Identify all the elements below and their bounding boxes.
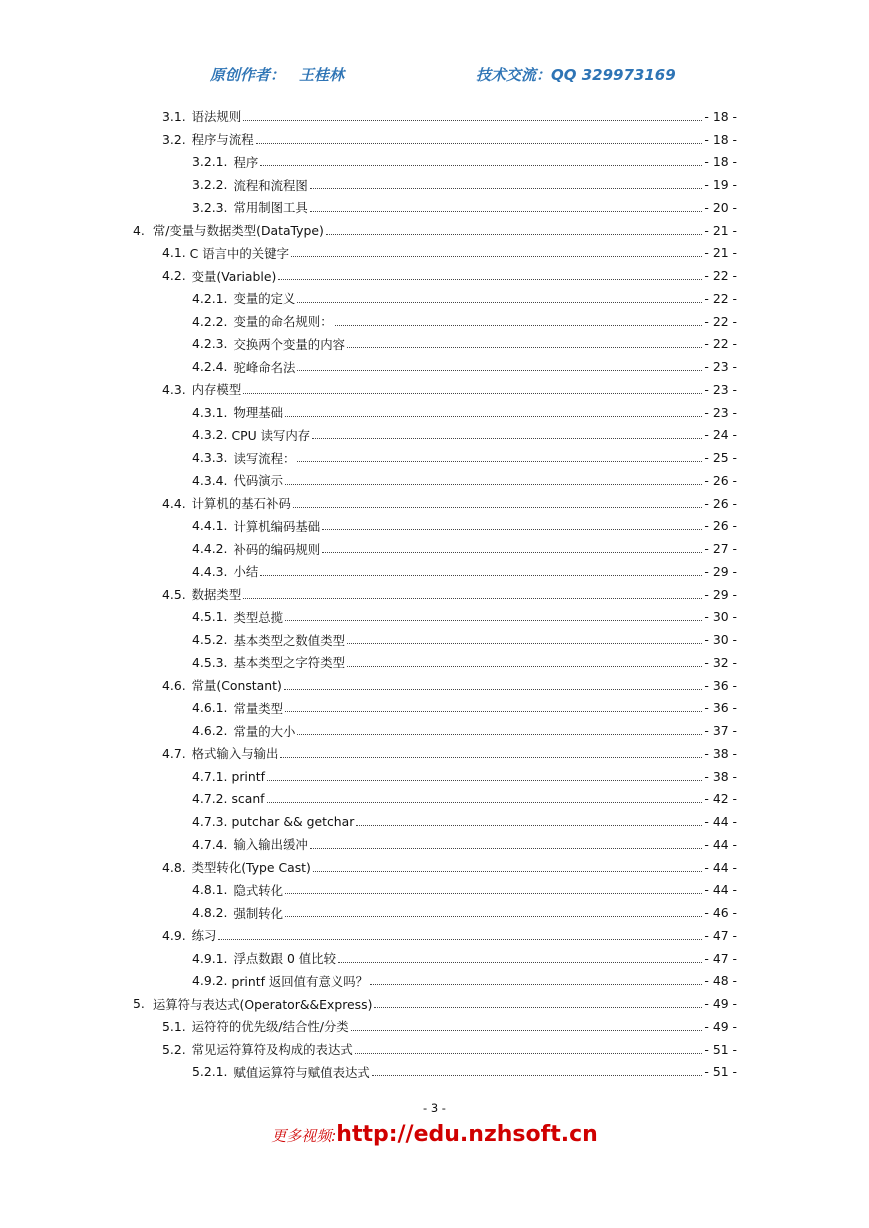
toc-dot-leader <box>356 825 702 826</box>
toc-entry-title: printf 返回值有意义吗？ <box>231 973 369 989</box>
toc-entry-title: 小结 <box>233 564 259 580</box>
toc-entry-number: 4.2.2. <box>192 313 228 329</box>
toc-entry[interactable] <box>192 719 737 742</box>
toc-entry[interactable] <box>192 537 737 560</box>
toc-entry-page: - 49 - <box>704 996 737 1012</box>
toc-dot-leader <box>372 1075 703 1076</box>
toc-entry-title: 读写流程： <box>233 450 296 466</box>
toc-entry-page: - 38 - <box>704 768 737 784</box>
toc-entry-page: - 29 - <box>704 586 737 602</box>
toc-entry-title: 变量的定义 <box>233 291 296 307</box>
toc-entry-title: scanf <box>231 791 265 807</box>
page-header <box>0 64 869 88</box>
toc-entry-number: 4.7.1. <box>192 768 228 784</box>
toc-entry-title: 类型转化(Type Cast) <box>191 860 311 876</box>
toc-entry-title: 交换两个变量的内容 <box>233 336 345 352</box>
author-label: 原创作者： <box>210 66 286 84</box>
toc-entry-title: putchar && getchar <box>231 814 355 830</box>
toc-entry-number: 4.8.2. <box>192 905 228 921</box>
toc-entry-title: 常量(Constant) <box>191 678 282 694</box>
toc-dot-leader <box>284 689 703 690</box>
toc-entry-number: 4.2.1. <box>192 290 228 306</box>
toc-entry-page: - 46 - <box>704 905 737 921</box>
toc-dot-leader <box>285 416 702 417</box>
toc-entry-page: - 27 - <box>704 541 737 557</box>
toc-entry-number: 4.2.4. <box>192 359 228 375</box>
toc-entry-page: - 23 - <box>704 359 737 375</box>
toc-entry[interactable] <box>192 879 737 902</box>
toc-entry-number: 3.2.1. <box>192 154 228 170</box>
toc-entry-page: - 25 - <box>704 450 737 466</box>
toc-entry[interactable] <box>162 242 737 265</box>
toc-dot-leader <box>347 643 702 644</box>
toc-entry-title: 类型总揽 <box>233 609 284 625</box>
toc-entry[interactable] <box>192 333 737 356</box>
page-number: - 3 - <box>423 1101 446 1115</box>
toc-dot-leader <box>285 893 702 894</box>
toc-entry-title: 隐式转化 <box>233 882 284 898</box>
toc-entry[interactable] <box>192 970 737 993</box>
toc-entry[interactable] <box>192 628 737 651</box>
toc-entry[interactable] <box>162 583 737 606</box>
toc-entry[interactable] <box>162 856 737 879</box>
toc-entry-page: - 44 - <box>704 882 737 898</box>
toc-dot-leader <box>260 165 702 166</box>
toc-entry-number: 4.8. <box>162 859 186 875</box>
toc-entry-page: - 19 - <box>704 177 737 193</box>
toc-entry-number: 4.7.2. <box>192 791 228 807</box>
toc-entry-title: 常见运符算符及构成的表达式 <box>191 1042 353 1058</box>
toc-entry-page: - 22 - <box>704 268 737 284</box>
toc-entry-number: 4.3. <box>162 381 186 397</box>
toc-entry-page: - 29 - <box>704 563 737 579</box>
toc-entry-title: 驼峰命名法 <box>233 359 296 375</box>
toc-entry-number: 4.6.1. <box>192 700 228 716</box>
toc-entry-title: 内存模型 <box>191 382 242 398</box>
toc-entry-page: - 47 - <box>704 950 737 966</box>
toc-dot-leader <box>243 598 702 599</box>
toc-entry[interactable] <box>192 651 737 674</box>
toc-entry-page: - 26 - <box>704 518 737 534</box>
toc-entry-title: 常量类型 <box>233 700 284 716</box>
toc-entry[interactable] <box>192 1061 737 1084</box>
toc-dot-leader <box>285 711 702 712</box>
toc-dot-leader <box>267 780 702 781</box>
toc-dot-leader <box>338 962 702 963</box>
toc-entry-title: 常用制图工具 <box>233 200 308 216</box>
toc-entry[interactable] <box>133 219 737 242</box>
toc-entry-number: 4.6.2. <box>192 723 228 739</box>
toc-entry-number: 3.2.2. <box>192 177 228 193</box>
toc-entry[interactable] <box>162 378 737 401</box>
toc-entry-number: 4.1. <box>162 245 186 261</box>
toc-entry-title: printf <box>231 768 265 784</box>
toc-entry-page: - 23 - <box>704 381 737 397</box>
toc-entry-page: - 21 - <box>704 245 737 261</box>
toc-entry-title: 格式输入与输出 <box>191 746 279 762</box>
toc-entry[interactable] <box>192 196 737 219</box>
toc-entry-title: 计算机编码基础 <box>233 518 321 534</box>
toc-entry-title: 变量(Variable) <box>191 268 277 284</box>
toc-dot-leader <box>297 461 702 462</box>
toc-entry-title: 赋值运算符与赋值表达式 <box>233 1064 370 1080</box>
toc-dot-leader <box>260 575 702 576</box>
toc-entry-title: 基本类型之数值类型 <box>233 632 345 648</box>
toc-dot-leader <box>243 120 702 121</box>
toc-entry[interactable] <box>192 173 737 196</box>
toc-entry-page: - 26 - <box>704 472 737 488</box>
toc-entry-page: - 18 - <box>704 154 737 170</box>
toc-entry-page: - 26 - <box>704 495 737 511</box>
toc-dot-leader <box>322 552 702 553</box>
toc-entry-number: 4.9.1. <box>192 950 228 966</box>
toc-entry-number: 4.5.2. <box>192 632 228 648</box>
toc-dot-leader <box>351 1030 703 1031</box>
toc-entry[interactable] <box>192 560 737 583</box>
toc-dot-leader <box>355 1053 703 1054</box>
toc-entry-page: - 30 - <box>704 632 737 648</box>
toc-entry-number: 4.8.1. <box>192 882 228 898</box>
toc-entry-page: - 38 - <box>704 745 737 761</box>
toc-entry-page: - 48 - <box>704 973 737 989</box>
toc-entry-title: 基本类型之字符类型 <box>233 655 345 671</box>
contact-info: 技术交流：QQ 329973169 <box>476 66 676 84</box>
toc-dot-leader <box>293 507 703 508</box>
toc-entry-number: 4.4. <box>162 495 186 511</box>
toc-entry[interactable] <box>192 765 737 788</box>
more-video-label: 更多视频: <box>271 1127 337 1145</box>
toc-entry-page: - 23 - <box>704 404 737 420</box>
toc-entry-number: 4. <box>133 222 145 238</box>
toc-entry[interactable] <box>192 697 737 720</box>
toc-entry[interactable] <box>162 128 737 151</box>
toc-entry-number: 5. <box>133 996 145 1012</box>
toc-dot-leader <box>285 484 702 485</box>
toc-entry-page: - 22 - <box>704 336 737 352</box>
toc-entry-number: 5.2.1. <box>192 1064 228 1080</box>
toc-dot-leader <box>326 234 703 235</box>
toc-entry-page: - 37 - <box>704 723 737 739</box>
toc-entry-page: - 47 - <box>704 927 737 943</box>
toc-entry-page: - 42 - <box>704 791 737 807</box>
toc-entry-number: 4.6. <box>162 677 186 693</box>
toc-entry[interactable] <box>192 151 737 174</box>
toc-entry[interactable] <box>192 310 737 333</box>
toc-dot-leader <box>313 871 703 872</box>
toc-entry-page: - 32 - <box>704 654 737 670</box>
toc-dot-leader <box>310 848 703 849</box>
toc-entry[interactable] <box>192 833 737 856</box>
toc-entry-title: C 语言中的关键字 <box>189 245 289 261</box>
author-name: 王桂林 <box>299 66 345 84</box>
toc-entry-page: - 44 - <box>704 836 737 852</box>
toc-entry-page: - 51 - <box>704 1064 737 1080</box>
toc-dot-leader <box>285 620 702 621</box>
toc-entry-number: 5.2. <box>162 1041 186 1057</box>
toc-entry-title: 变量的命名规则： <box>233 314 333 330</box>
toc-dot-leader <box>243 393 702 394</box>
toc-dot-leader <box>370 984 702 985</box>
toc-entry[interactable] <box>192 810 737 833</box>
toc-dot-leader <box>310 188 703 189</box>
toc-dot-leader <box>218 939 702 940</box>
toc-entry-page: - 51 - <box>704 1041 737 1057</box>
toc-entry-page: - 30 - <box>704 609 737 625</box>
toc-entry[interactable] <box>192 901 737 924</box>
toc-dot-leader <box>312 438 702 439</box>
toc-dot-leader <box>347 347 702 348</box>
toc-entry[interactable] <box>192 287 737 310</box>
toc-entry-title: 物理基础 <box>233 405 284 421</box>
toc-entry-number: 4.4.1. <box>192 518 228 534</box>
toc-entry-number: 4.3.4. <box>192 472 228 488</box>
toc-entry-title: 强制转化 <box>233 905 284 921</box>
toc-entry-title: 浮点数跟 0 值比较 <box>233 951 336 967</box>
toc-entry-page: - 18 - <box>704 131 737 147</box>
toc-entry-number: 4.2.3. <box>192 336 228 352</box>
toc-entry-title: 代码演示 <box>233 473 284 489</box>
toc-entry-number: 4.4.3. <box>192 563 228 579</box>
toc-entry[interactable] <box>192 947 737 970</box>
toc-entry[interactable] <box>162 1015 737 1038</box>
toc-dot-leader <box>297 302 702 303</box>
toc-dot-leader <box>297 734 702 735</box>
toc-entry[interactable] <box>192 446 737 469</box>
toc-entry[interactable] <box>162 924 737 947</box>
toc-entry-number: 4.9. <box>162 927 186 943</box>
toc-entry-page: - 18 - <box>704 108 737 124</box>
toc-dot-leader <box>278 279 702 280</box>
toc-entry[interactable] <box>192 606 737 629</box>
toc-entry-title: 练习 <box>191 928 217 944</box>
toc-dot-leader <box>280 757 702 758</box>
toc-entry-title: CPU 读写内存 <box>231 427 311 443</box>
toc-dot-leader <box>310 211 703 212</box>
toc-entry-number: 4.5.3. <box>192 654 228 670</box>
toc-entry-title: 程序 <box>233 154 259 170</box>
toc-entry[interactable] <box>162 264 737 287</box>
toc-entry-number: 4.7.4. <box>192 836 228 852</box>
toc-entry-title: 计算机的基石补码 <box>191 496 291 512</box>
toc-entry-title: 常量的大小 <box>233 723 296 739</box>
toc-entry[interactable] <box>162 742 737 765</box>
toc-dot-leader <box>347 666 702 667</box>
toc-entry-page: - 36 - <box>704 677 737 693</box>
toc-entry-page: - 22 - <box>704 313 737 329</box>
toc-entry-number: 4.3.3. <box>192 450 228 466</box>
toc-entry-number: 3.2.3. <box>192 199 228 215</box>
toc-entry[interactable] <box>192 355 737 378</box>
toc-entry[interactable] <box>192 469 737 492</box>
toc-entry-page: - 44 - <box>704 859 737 875</box>
toc-dot-leader <box>267 802 703 803</box>
toc-entry-number: 3.1. <box>162 108 186 124</box>
toc-entry-title: 输入输出缓冲 <box>233 837 308 853</box>
toc-entry[interactable] <box>192 401 737 424</box>
toc-entry[interactable] <box>192 788 737 811</box>
toc-entry[interactable] <box>162 105 737 128</box>
toc-entry-page: - 20 - <box>704 199 737 215</box>
toc-dot-leader <box>256 143 703 144</box>
toc-entry-title: 补码的编码规则 <box>233 541 321 557</box>
toc-entry-number: 5.1. <box>162 1018 186 1034</box>
toc-entry-page: - 36 - <box>704 700 737 716</box>
toc-entry[interactable] <box>133 992 737 1015</box>
toc-entry-number: 4.2. <box>162 268 186 284</box>
toc-entry-title: 数据类型 <box>191 587 242 603</box>
toc-entry-title: 流程和流程图 <box>233 177 308 193</box>
toc-entry-page: - 24 - <box>704 427 737 443</box>
toc-entry-number: 4.9.2. <box>192 973 228 989</box>
author-credit <box>210 64 344 85</box>
toc-dot-leader <box>285 916 702 917</box>
toc-entry-number: 4.7.3. <box>192 814 228 830</box>
toc-entry-page: - 22 - <box>704 290 737 306</box>
toc-entry[interactable] <box>162 492 737 515</box>
toc-entry-number: 4.5.1. <box>192 609 228 625</box>
toc-entry-number: 3.2. <box>162 131 186 147</box>
toc-dot-leader <box>335 325 703 326</box>
toc-dot-leader <box>291 256 702 257</box>
toc-entry[interactable] <box>192 424 737 447</box>
toc-entry-number: 4.7. <box>162 745 186 761</box>
toc-dot-leader <box>297 370 702 371</box>
toc-entry-title: 常/变量与数据类型(DataType) <box>152 223 324 239</box>
toc-entry[interactable] <box>162 674 737 697</box>
toc-entry-page: - 21 - <box>704 222 737 238</box>
toc-entry[interactable] <box>162 1038 737 1061</box>
toc-dot-leader <box>374 1007 702 1008</box>
toc-entry-number: 4.4.2. <box>192 541 228 557</box>
toc-dot-leader <box>322 529 702 530</box>
toc-entry-number: 4.3.2. <box>192 427 228 443</box>
toc-entry-title: 语法规则 <box>191 109 242 125</box>
toc-entry-title: 运符符的优先级/结合性/分类 <box>191 1019 349 1035</box>
toc-entry-page: - 44 - <box>704 814 737 830</box>
footer-url[interactable]: http://edu.nzhsoft.cn <box>336 1122 598 1147</box>
toc-entry-number: 4.3.1. <box>192 404 228 420</box>
footer-link[interactable] <box>0 1122 869 1147</box>
toc-entry-page: - 49 - <box>704 1018 737 1034</box>
toc-entry[interactable] <box>192 515 737 538</box>
toc-entry-title: 程序与流程 <box>191 132 254 148</box>
toc-entry-number: 4.5. <box>162 586 186 602</box>
toc-entry-title: 运算符与表达式(Operator&&Express) <box>152 996 373 1012</box>
